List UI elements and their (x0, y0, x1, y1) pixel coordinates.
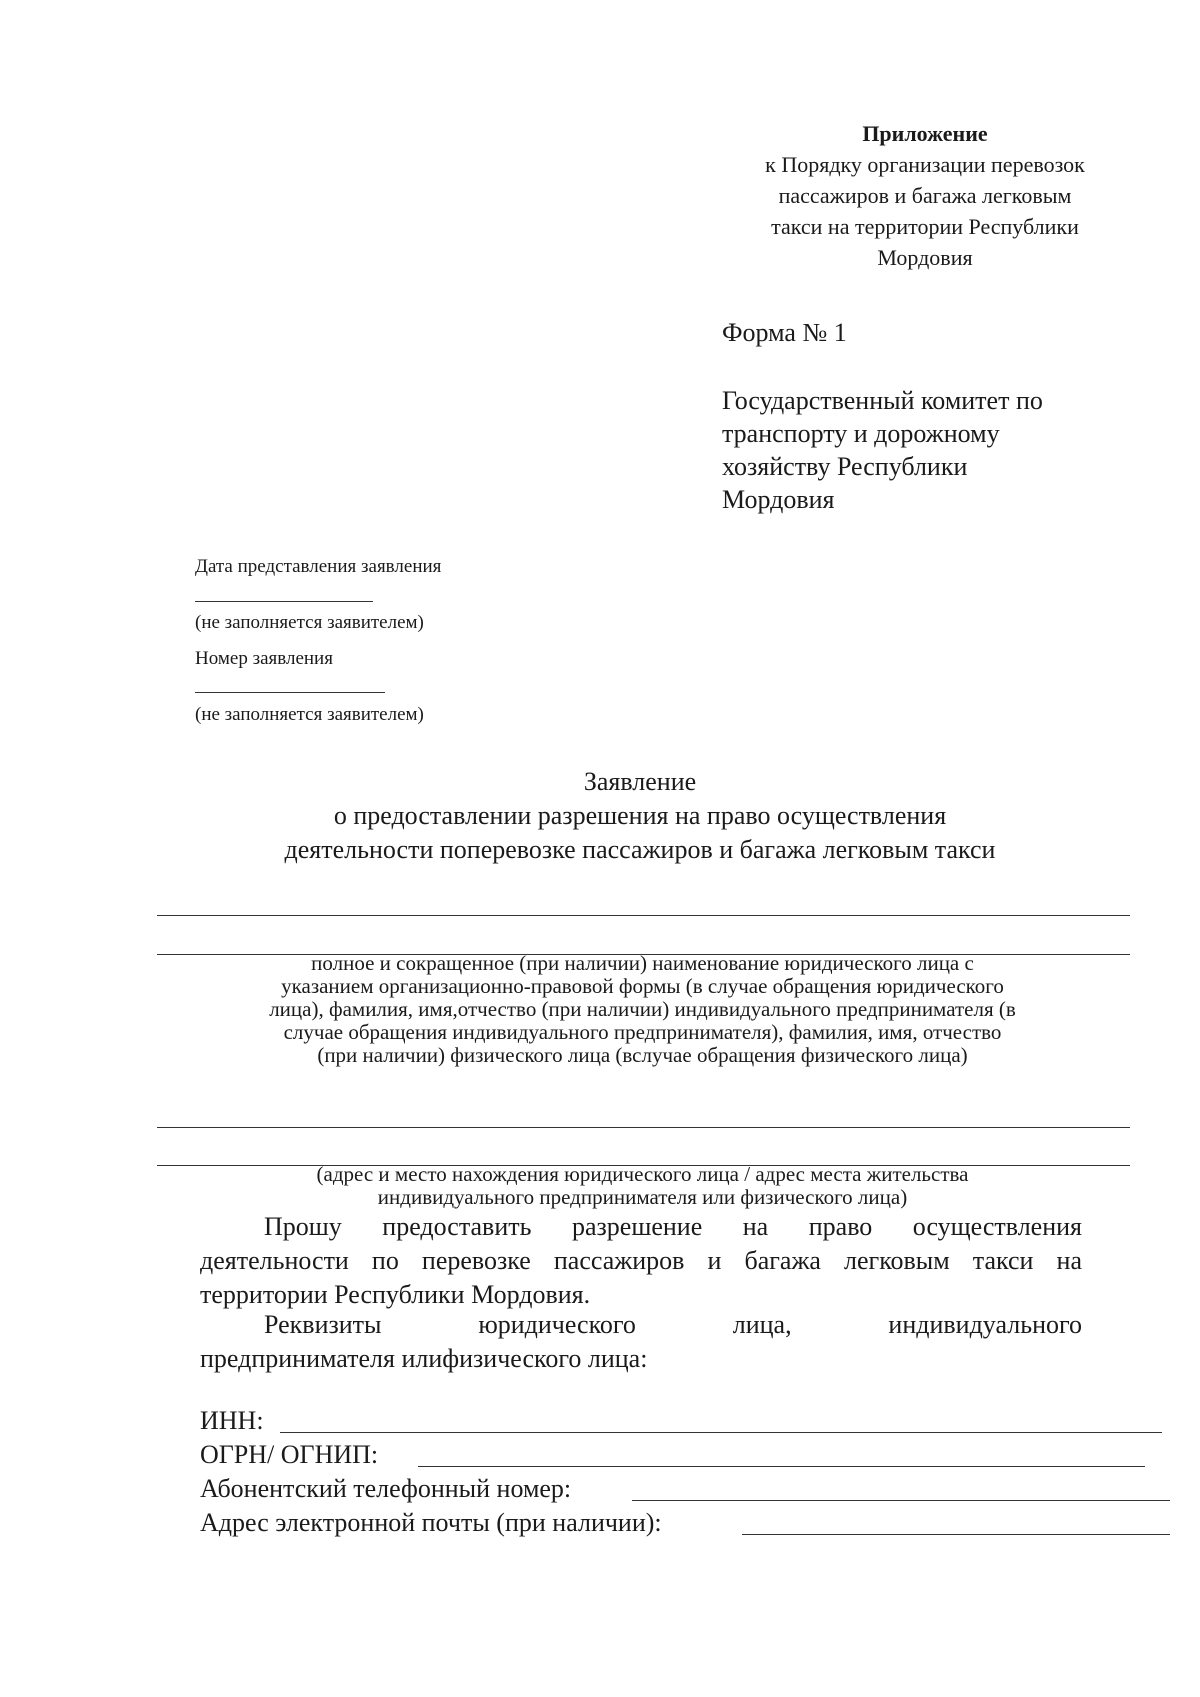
ogrn-field[interactable] (418, 1466, 1145, 1467)
caption-line: указанием организационно-правовой формы (в случае обращения юридического (281, 974, 1004, 998)
addressee-line: Государственный комитет по (722, 386, 1043, 415)
appendix-title: Приложение (862, 121, 988, 146)
requisites-paragraph (200, 1308, 1082, 1376)
caption-line: случае обращения индивидуального предпринимателя), фамилия, имя, отчество (283, 1020, 1002, 1044)
not-filled-note: (не заполняется заявителем) (195, 704, 424, 725)
inn-label: ИНН: (200, 1406, 264, 1435)
form-number: Форма № 1 (722, 318, 847, 347)
appendix-line: Мордовия (877, 245, 973, 270)
caption-line: лица), фамилия, имя,отчество (при наличии) индивидуального предпринимателя (в (269, 997, 1016, 1021)
not-filled-note: (не заполняется заявителем) (195, 612, 424, 633)
caption-line: (при наличии) физического лица (вслучае обращения физического лица) (317, 1043, 968, 1067)
caption-line: полное и сокращенное (при наличии) наименование юридического лица с (311, 951, 974, 975)
request-line: территории Республики Мордовия. (200, 1280, 591, 1309)
title-line: о предоставлении разрешения на право осуществления (333, 801, 947, 830)
appendix-block (735, 118, 1115, 273)
ogrn-label: ОГРН/ ОГНИП: (200, 1440, 379, 1469)
addressee-line: хозяйству Республики (722, 452, 968, 481)
appendix-line: такси на территории Республики (771, 214, 1079, 239)
phone-field[interactable] (632, 1500, 1170, 1501)
request-line: деятельности по перевозке пассажиров и багажа легковым такси на (200, 1246, 1082, 1275)
title-line: деятельности поперевозке пассажиров и багажа легковым такси (284, 835, 996, 864)
requisites-line: предпринимателя илифизического лица: (200, 1344, 648, 1373)
email-field[interactable] (742, 1534, 1170, 1535)
application-title (240, 765, 1040, 867)
appendix-line: к Порядку организации перевозок (765, 152, 1085, 177)
applicant-address-line[interactable] (157, 1127, 1130, 1128)
caption-line: индивидуального предпринимателя или физического лица) (377, 1185, 908, 1209)
caption-line: (адрес и место нахождения юридического лица / адрес места жительства (316, 1162, 969, 1186)
application-number-label: Номер заявления (195, 648, 333, 669)
applicant-name-line[interactable] (157, 915, 1130, 916)
phone-label: Абонентский телефонный номер: (200, 1474, 572, 1503)
submission-date-label: Дата представления заявления (195, 556, 442, 577)
submission-date-line[interactable] (195, 601, 373, 602)
addressee-block (722, 384, 1102, 516)
application-number-line[interactable] (195, 692, 385, 693)
inn-field[interactable] (280, 1432, 1162, 1433)
request-paragraph (200, 1210, 1082, 1312)
applicant-address-caption (150, 1163, 1135, 1209)
applicant-name-caption (150, 952, 1135, 1067)
requisites-line: Реквизиты юридического лица, индивидуального (264, 1310, 1082, 1339)
addressee-line: Мордовия (722, 485, 835, 514)
request-line: Прошу предоставить разрешение на право осуществления (264, 1212, 1082, 1241)
appendix-line: пассажиров и багажа легковым (778, 183, 1072, 208)
title-line: Заявление (583, 767, 697, 796)
addressee-line: транспорту и дорожному (722, 419, 1000, 448)
email-label: Адрес электронной почты (при наличии): (200, 1508, 662, 1537)
